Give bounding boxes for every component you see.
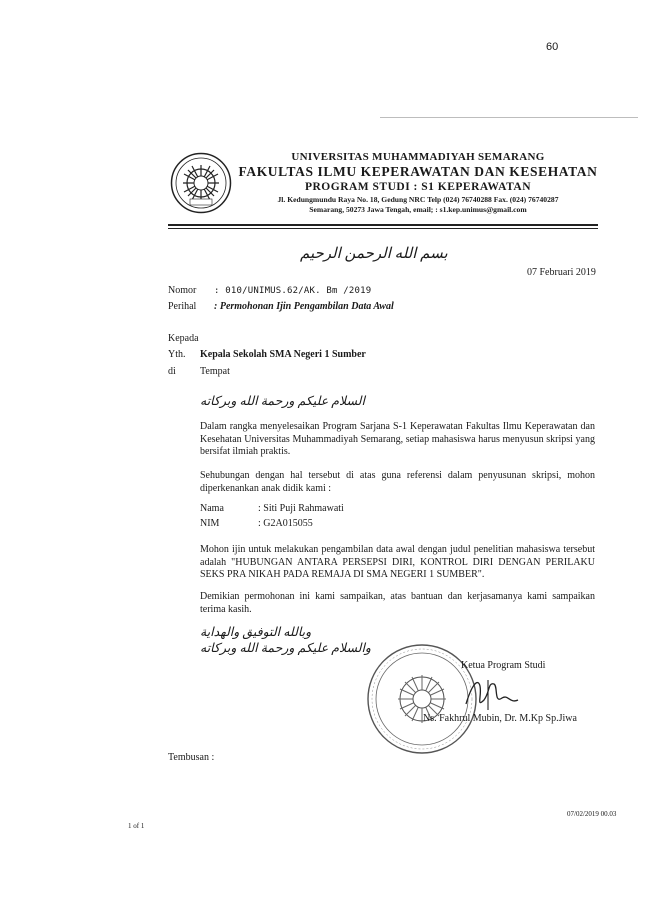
yth-label: Yth. <box>168 349 186 360</box>
faculty-name: FAKULTAS ILMU KEPERAWATAN DAN KESEHATAN <box>238 164 598 179</box>
recipient-place: Tempat <box>200 366 230 377</box>
address-line-2: Semarang, 50273 Jawa Tengah, email; : s1.kep.unimus@gmail.com <box>309 205 527 214</box>
nomor-value: : 010/UNIMUS.62/AK. Bm /2019 <box>214 286 372 296</box>
address-line-1: Jl. Kedungmundu Raya No. 18, Gedung NRC Telp (024) 76740288 Fax. (024) 76740287 <box>277 195 559 204</box>
paragraph-2: Sehubungan dengan hal tersebut di atas guna referensi dalam penyusunan skripsi, mohon diperkenankan anak didik kami : <box>200 470 595 494</box>
scan-edge-line <box>380 117 638 118</box>
page-number: 60 <box>546 41 559 53</box>
letterhead <box>238 150 598 215</box>
letterhead-rule-thick <box>168 224 598 226</box>
nama-label: Nama <box>200 503 224 514</box>
closing-arabic-1: وبالله التوفيق والهداية <box>200 625 312 639</box>
closing-arabic-2: والسلام عليكم ورحمة الله وبركاته <box>200 641 371 655</box>
print-timestamp: 07/02/2019 00.03 <box>567 810 617 818</box>
signature-icon <box>458 674 528 714</box>
paragraph-4: Demikian permohonan ini kami sampaikan, atas bantuan dan kerjasamanya kami sampaikan terima kasih. <box>200 591 595 615</box>
nim-label: NIM <box>200 518 220 529</box>
university-seal-icon <box>170 152 232 214</box>
paragraph-3: Mohon ijin untuk melakukan pengambilan data awal dengan judul penelitian mahasiswa tersebut adalah "HUBUNGAN ANTARA PERSEPSI DIRI, KONTROL DIRI DENGAN PERILAKU SEKS PRA NIKAH PADA REMAJA DI SMA NEGERI 1 SUMBER". <box>200 544 595 581</box>
nim-value: : G2A015055 <box>258 518 313 529</box>
recipient-name: Kepala Sekolah SMA Negeri 1 Sumber <box>200 349 366 360</box>
perihal-label: Perihal <box>168 301 197 312</box>
salam-opening: السلام عليكم ورحمة الله وبركاته <box>200 394 365 408</box>
nomor-label: Nomor <box>168 285 197 296</box>
university-name: UNIVERSITAS MUHAMMADIYAH SEMARANG <box>291 151 545 163</box>
signatory-name: Ns. Fakhrul Mubin, Dr. M.Kp Sp.Jiwa <box>423 713 577 724</box>
paragraph-1: Dalam rangka menyelesaikan Program Sarjana S-1 Keperawatan Fakultas Ilmu Keperawatan dan Kesehatan Universitas Muhammadiyah Semarang, setiap mahasiswa harus menyusun skripsi yang bersifat ilmiah praktis. <box>200 421 595 458</box>
page-count: 1 of 1 <box>128 822 145 830</box>
perihal-value: : Permohonan Ijin Pengambilan Data Awal <box>214 301 394 312</box>
program-name: PROGRAM STUDI : S1 KEPERAWATAN <box>304 181 532 193</box>
basmala: بسم الله الرحمن الرحيم <box>300 246 448 262</box>
tembusan-label: Tembusan : <box>168 752 215 763</box>
letterhead-rule-thin <box>168 228 598 229</box>
kepada-label: Kepada <box>168 333 199 344</box>
nama-value: : Siti Puji Rahmawati <box>258 503 344 514</box>
letter-date: 07 Februari 2019 <box>527 267 596 278</box>
di-label: di <box>168 366 176 377</box>
signatory-title: Ketua Program Studi <box>461 660 546 671</box>
